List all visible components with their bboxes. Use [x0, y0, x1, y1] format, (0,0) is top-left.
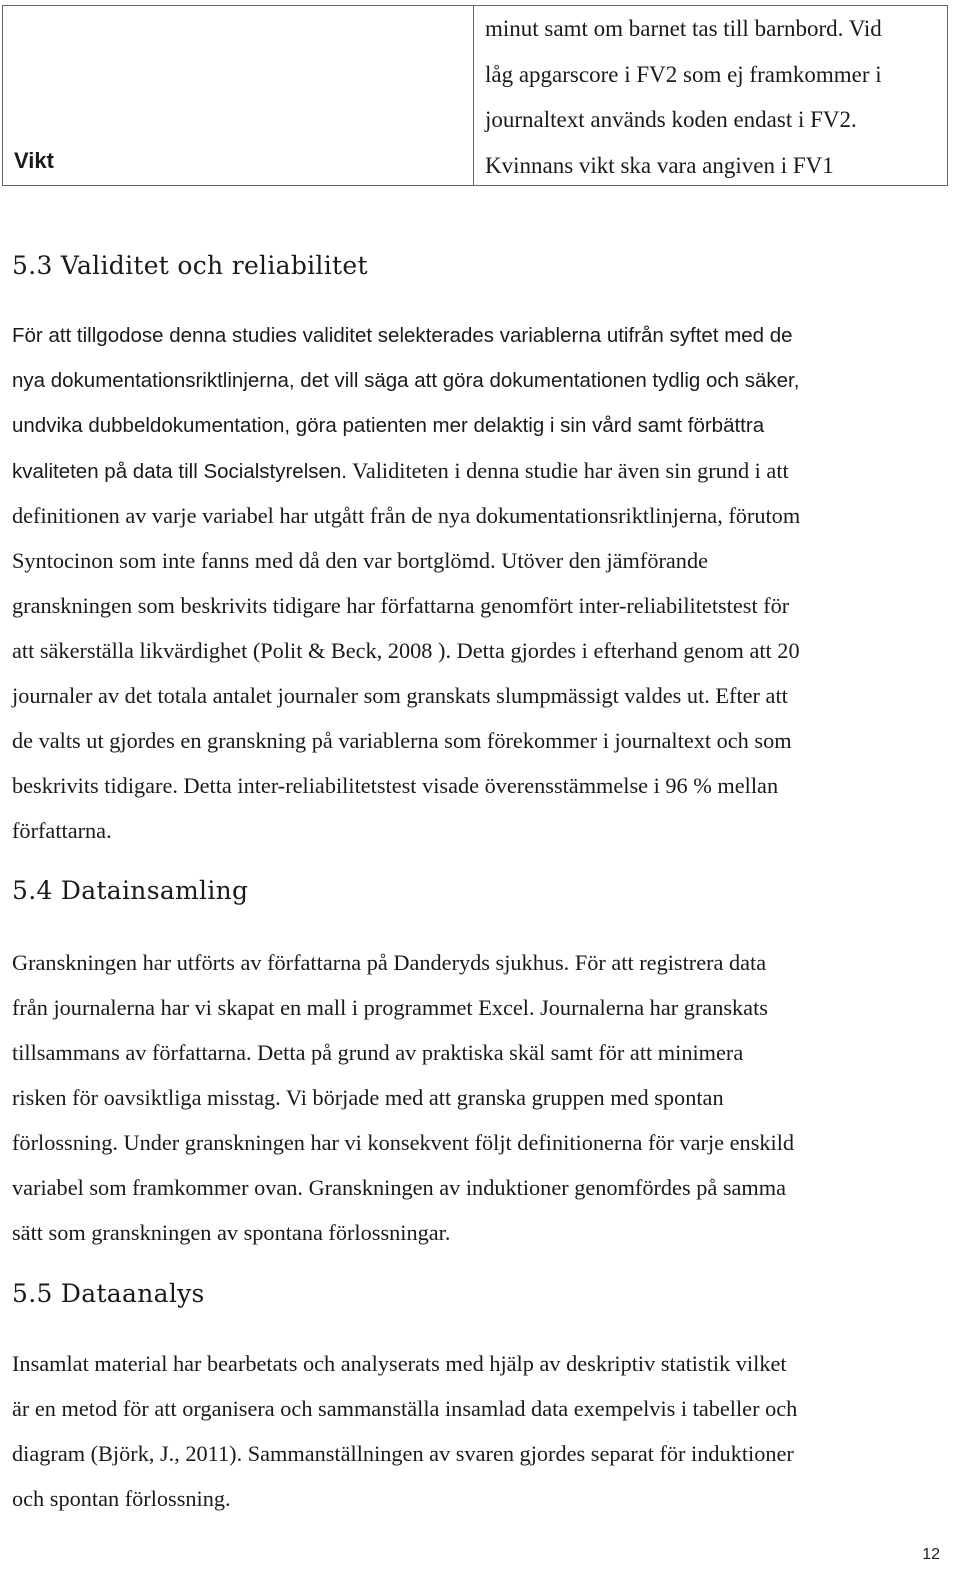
section-5-3-body-sans [12, 313, 942, 448]
paragraph-line: är en metod för att organisera och sammanställa insamlad data exempelvis i tabeller och [12, 1396, 798, 1421]
table-cell-line: minut samt om barnet tas till barnbord. Vid [485, 16, 882, 41]
variable-table-fragment [2, 5, 948, 186]
paragraph-line: tillsammans av författarna. Detta på grund av praktiska skäl samt för att minimera [12, 1040, 744, 1065]
paragraph-line: sätt som granskningen av spontana förlossningar. [12, 1220, 451, 1245]
paragraph-line: variabel som framkommer ovan. Granskningen av induktioner genomfördes på samma [12, 1175, 786, 1200]
section-5-4-body [12, 940, 942, 1255]
section-5-5-body [12, 1341, 942, 1521]
paragraph-line: Syntocinon som inte fanns med då den var bortglömd. Utöver den jämförande [12, 548, 708, 573]
table-cell-line: journaltext används koden endast i FV2. [485, 107, 857, 132]
paragraph-line: och spontan förlossning. [12, 1486, 231, 1511]
paragraph-line: att säkerställa likvärdighet (Polit & Beck, 2008 ). Detta gjordes i efterhand genom att 20 [12, 638, 800, 663]
paragraph-line: de valts ut gjordes en granskning på variablerna som förekommer i journaltext och som [12, 728, 792, 753]
page-number: 12 [922, 1546, 940, 1563]
table-description-cell [485, 6, 940, 188]
paragraph-line: Insamlat material har bearbetats och analyserats med hjälp av deskriptiv statistik vilket [12, 1351, 787, 1376]
table-cell-line: Kvinnans vikt ska vara angiven i FV1 [485, 152, 834, 178]
paragraph-line: journaler av det totala antalet journaler som granskats slumpmässigt valdes ut. Efter att [12, 683, 788, 708]
section-5-3-mixed-line [12, 448, 942, 493]
paragraph-line: förlossning. Under granskningen har vi konsekvent följt definitionerna för varje enskild [12, 1130, 795, 1155]
paragraph-line: från journalerna har vi skapat en mall i programmet Excel. Journalerna har granskats [12, 995, 768, 1020]
paragraph-line-part-sans: kvaliteten på data till Socialstyrelsen. [12, 460, 348, 483]
paragraph-line: undvika dubbeldokumentation, göra patienten mer delaktig i sin vård samt förbättra [12, 414, 765, 437]
paragraph-line [12, 448, 942, 493]
paragraph-line: nya dokumentationsriktlinjerna, det vill säga att göra dokumentationen tydlig och säker, [12, 369, 800, 392]
paragraph-line: granskningen som beskrivits tidigare har författarna genomfört inter-reliabilitetstest för [12, 593, 790, 618]
table-column-divider [473, 6, 474, 185]
paragraph-line: författarna. [12, 818, 112, 843]
table-cell-line: låg apgarscore i FV2 som ej framkommer i [485, 61, 882, 87]
paragraph-line: definitionen av varje variabel har utgått från de nya dokumentationsriktlinjerna, förutom [12, 503, 801, 528]
paragraph-line: Granskningen har utförts av författarna på Danderyds sjukhus. För att registrera data [12, 950, 767, 975]
section-heading-5-3: 5.3 Validitet och reliabilitet [12, 251, 368, 280]
paragraph-line: För att tillgodose denna studies validitet selekterades variablerna utifrån syftet med de [12, 324, 793, 347]
paragraph-line-part-serif: Validiteten i denna studie har även sin grund i att [347, 458, 789, 483]
section-5-3-body-serif [12, 493, 942, 853]
table-row-label: Vikt [14, 148, 54, 173]
paragraph-line: diagram (Björk, J., 2011). Sammanställningen av svaren gjordes separat för induktioner [12, 1441, 794, 1466]
paragraph-line: risken för oavsiktliga misstag. Vi började med att granska gruppen med spontan [12, 1085, 724, 1110]
paragraph-line: beskrivits tidigare. Detta inter-reliabilitetstest visade överensstämmelse i 96 % mellan [12, 773, 779, 798]
section-heading-5-4: 5.4 Datainsamling [12, 876, 249, 905]
section-heading-5-5: 5.5 Dataanalys [12, 1279, 205, 1308]
